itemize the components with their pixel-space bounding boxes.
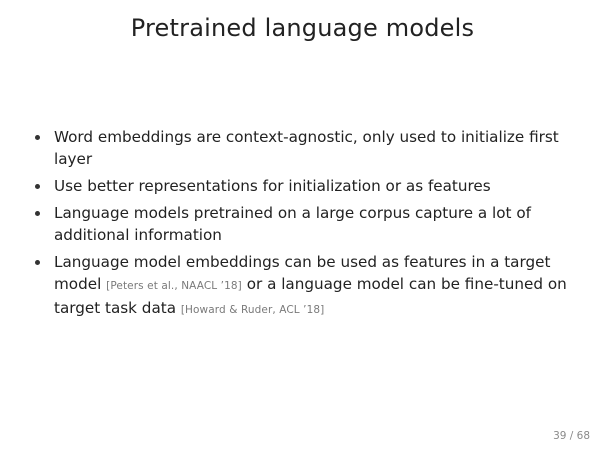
page-number: 39 / 68 <box>553 430 590 442</box>
citation: [Howard & Ruder, ACL ’18] <box>180 304 325 316</box>
bullet-text: Word embeddings are context-agnostic, only used to initialize first layer <box>54 128 559 168</box>
bullet-dot-icon <box>35 135 40 140</box>
bullet-dot-icon <box>35 184 40 189</box>
bullet-item <box>35 175 590 197</box>
bullet-item <box>35 251 590 321</box>
slide-title: Pretrained language models <box>130 14 475 42</box>
bullet-list <box>35 126 590 326</box>
bullet-text: or a language model can be fine-tuned on target task data <box>54 275 567 317</box>
bullet-item <box>35 202 590 246</box>
bullet-text: Language models pretrained on a large corpus capture a lot of additional information <box>54 204 531 244</box>
bullet-dot-icon <box>35 211 40 216</box>
bullet-text: Use better representations for initialization or as features <box>54 177 491 195</box>
bullet-item <box>35 126 590 170</box>
citation: [Peters et al., NAACL ’18] <box>106 280 242 292</box>
bullet-dot-icon <box>35 260 40 265</box>
bullet-text: Language model embeddings can be used as features in a target model <box>54 253 551 293</box>
